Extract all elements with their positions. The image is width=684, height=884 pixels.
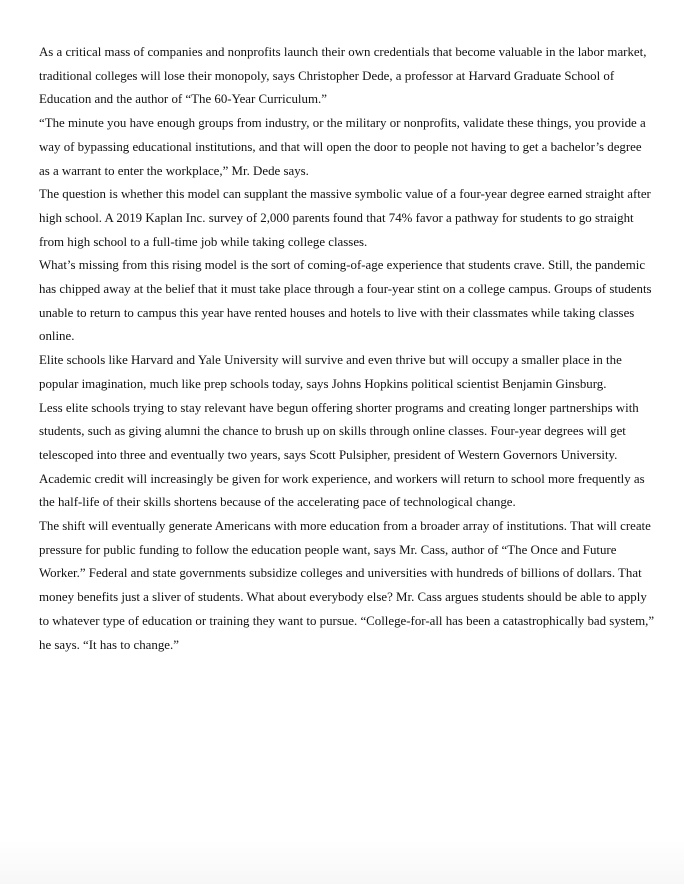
paragraph-coming-of-age: What’s missing from this rising model is the sort of coming-of-age experience that students crave. Still, the pandemic has chipped away at the belief that it must take place through a four-year stint on a college campus. Groups of students unable to return to campus this year have rented houses and hotels to live with their classmates while taking classes online. (39, 258, 652, 344)
paragraph-credentials: As a critical mass of companies and nonprofits launch their own credentials that become valuable in the labor market, traditional colleges will lose their monopoly, says Christopher Dede, a professor at Harvard Graduate School of Education and the author of “The 60-Year Curriculum.” (39, 45, 647, 107)
paragraph-public-funding: The shift will eventually generate Americans with more education from a broader array of institutions. That will create pressure for public funding to follow the education people want, says Mr. Cass, author of “The Once and Future Worker.” Federal and state governments subsidize colleges and universities with hundreds of billions of dollars. That money benefits just a sliver of students. What about everybody else? Mr. Cass argues students should be able to apply to whatever type of education or training they want to pursue. “College-for-all has been a catastrophically bad system,” he says. “It has to change.” (39, 519, 655, 652)
paragraph-kaplan-survey: The question is whether this model can supplant the massive symbolic value of a four-year degree earned straight after high school. A 2019 Kaplan Inc. survey of 2,000 parents found that 74% favor a pathway for students to go straight from high school to a full-time job while taking college classes. (39, 187, 651, 249)
paragraph-elite-schools: Elite schools like Harvard and Yale University will survive and even thrive but will occupy a smaller place in the popular imagination, much like prep schools today, says Johns Hopkins political scientist Benjamin Ginsburg. (39, 353, 622, 391)
paragraph-dede-quote: “The minute you have enough groups from industry, or the military or nonprofits, validate these things, you provide a way of bypassing educational institutions, and that will open the door to people not having to get a bachelor’s degree as a warrant to enter the workplace,” Mr. Dede says. (39, 116, 646, 178)
paragraph-less-elite-schools: Less elite schools trying to stay relevant have begun offering shorter programs and creating longer partnerships with students, such as giving alumni the chance to brush up on skills through online classes. Four-year degrees will get telescoped into three and eventually two years, says Scott Pulsipher, president of Western Governors University. Academic credit will increasingly be given for work experience, and workers will return to school more frequently as the half-life of their skills shortens because of the accelerating pace of technological change. (39, 400, 645, 510)
document-body (39, 41, 655, 657)
